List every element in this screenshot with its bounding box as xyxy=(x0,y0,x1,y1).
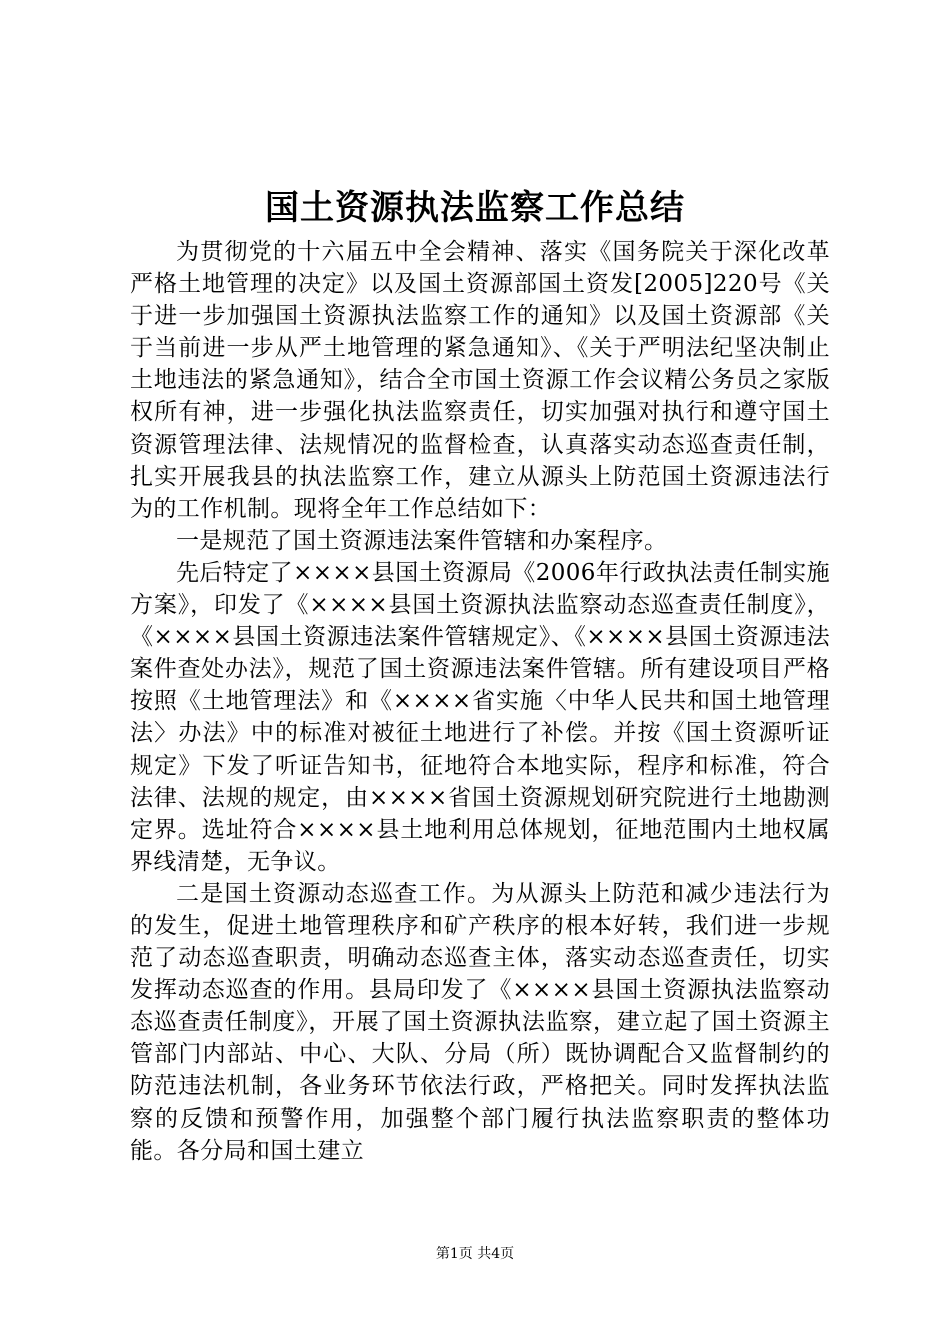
page-number-footer: 第1页 共4页 xyxy=(435,1246,515,1262)
paragraph-section-2: 二是国土资源动态巡查工作。为从源头上防范和减少违法行为的发生，促进土地管理秩序和矿产秩序的根本好转，我们进一步规范了动态巡查职责，明确动态巡查主体，落实动态巡查责任，切实发挥动态巡查的作用。县局印发了《××××县国土资源执法监察动态巡查责任制度》，开展了国土资源执法监察，建立起了国土资源主管部门内部站、中心、大队、分局（所）既协调配合又监督制约的防范违法机制，各业务环节依法行政，严格把关。同时发挥执法监察的反馈和预警作用，加强整个部门履行执法监察职责的整体功能。各分局和国土建立 xyxy=(130,880,830,1164)
document-title: 国土资源执法监察工作总结 xyxy=(265,188,685,228)
paragraph-section-1-heading: 一是规范了国土资源违法案件管辖和办案程序。 xyxy=(176,527,668,554)
paragraph-section-1-body: 先后特定了××××县国土资源局《2006年行政执法责任制实施方案》，印发了《××××县国土资源执法监察动态巡查责任制度》，《××××县国土资源违法案件管辖规定》、《××××县国土资源违法案件查处办法》，规范了国土资源违法案件管辖。所有建设项目严格按照《土地管理法》和《××××省实施〈中华人民共和国土地管理法〉办法》中的标准对被征土地进行了补偿。并按《国土资源听证规定》下发了听证告知书，征地符合本地实际，程序和标准，符合法律、法规的规定，由××××省国土资源规划研究院进行土地勘测定界。选址符合××××县土地利用总体规划，征地范围内土地权属界线清楚，无争议。 xyxy=(130,559,830,875)
paragraph-intro: 为贯彻党的十六届五中全会精神、落实《国务院关于深化改革严格土地管理的决定》以及国土资源部国土资发[2005]220号《关于进一步加强国土资源执法监察工作的通知》以及国土资源部《关于当前进一步从严土地管理的紧急通知》、《关于严明法纪坚决制止土地违法的紧急通知》，结合全市国土资源工作会议精公务员之家版权所有神，进一步强化执法监察责任，切实加强对执行和遵守国土资源管理法律、法规情况的监督检查，认真落实动态巡查责任制，扎实开展我县的执法监察工作，建立从源头上防范国土资源违法行为的工作机制。现将全年工作总结如下： xyxy=(130,239,830,522)
document-body xyxy=(130,236,830,1167)
